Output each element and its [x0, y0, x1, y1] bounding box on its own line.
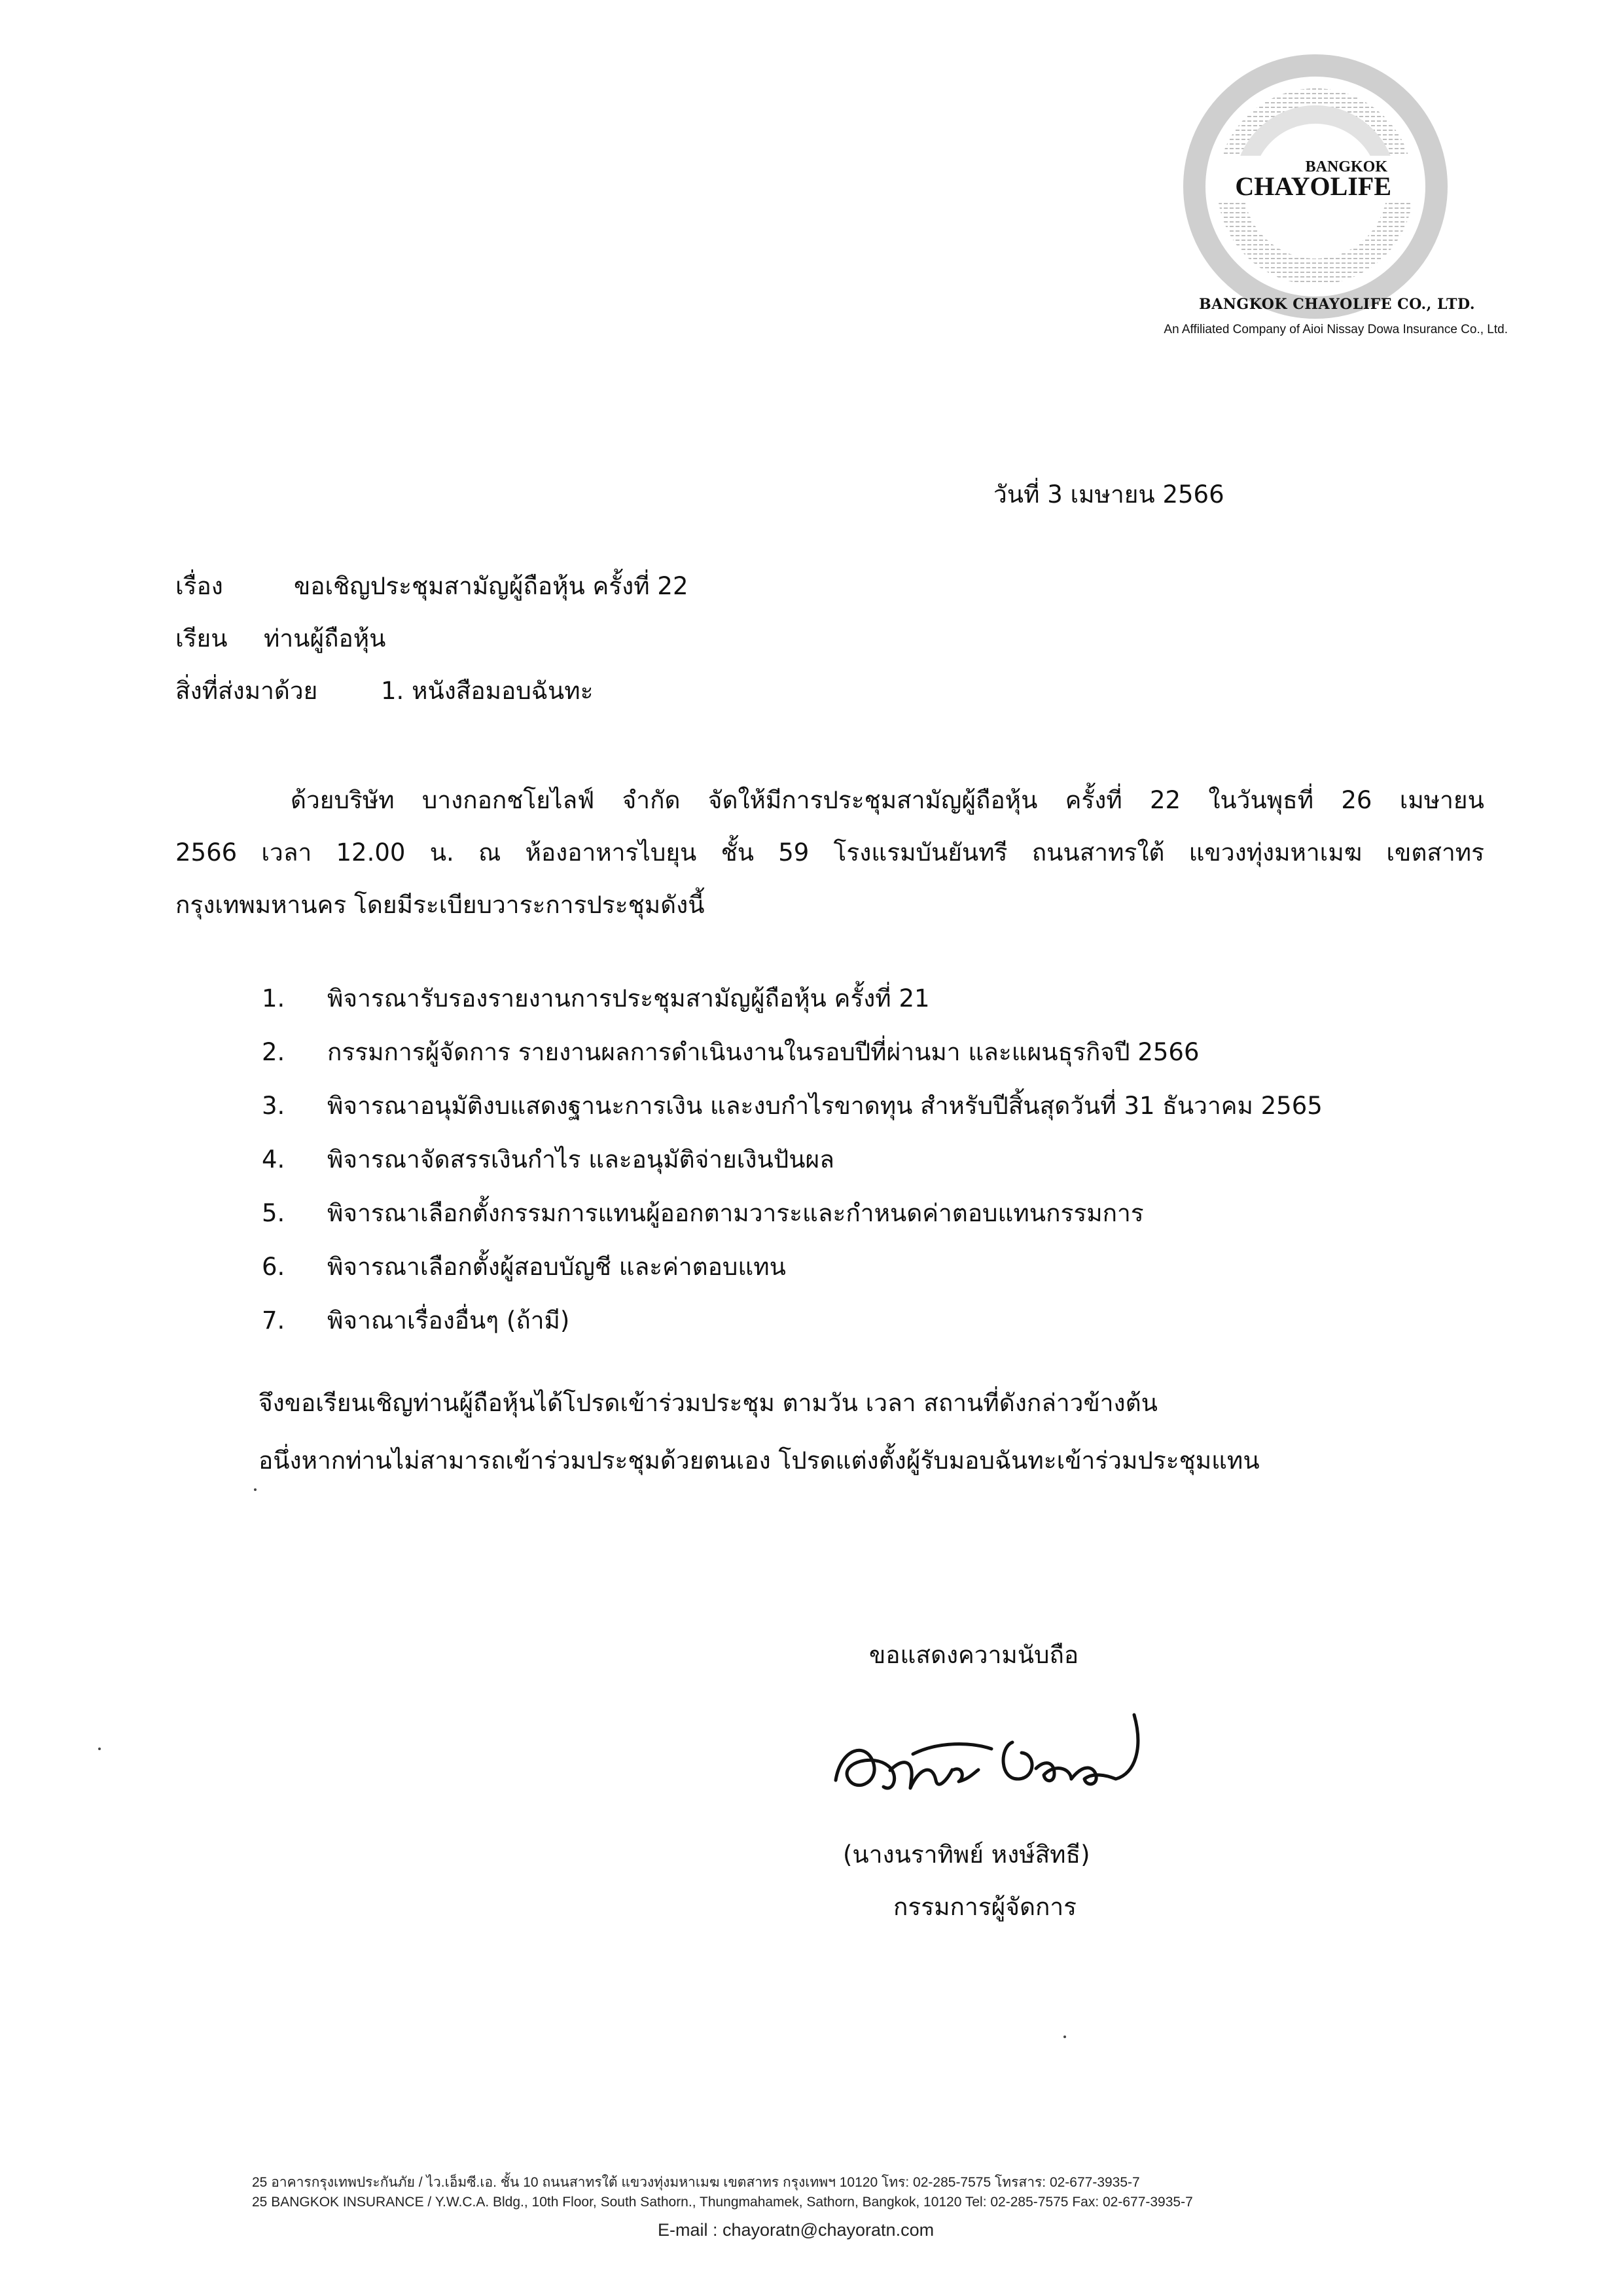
intro-word: ในวันพุธที่ — [1208, 786, 1314, 814]
intro-line-2 — [175, 827, 1484, 879]
handwritten-signature — [828, 1702, 1149, 1813]
logo-main-text: CHAYOLIFE — [1235, 171, 1391, 201]
scan-speck — [1063, 2036, 1066, 2038]
intro-word: น. — [429, 838, 454, 867]
intro-word: 2566 — [175, 838, 238, 867]
agenda-text: พิจารณาอนุมัติงบแสดงฐานะการเงิน และงบกำไรขาดทุน สำหรับปีสิ้นสุดวันที่ 31 ธันวาคม 2565 — [327, 1092, 1323, 1120]
intro-word: จำกัด — [622, 786, 681, 814]
intro-word: เขตสาทร — [1386, 838, 1484, 867]
intro-line-1 — [175, 774, 1484, 827]
agenda-item — [262, 1294, 1323, 1348]
agenda-text: พิจาณาเรื่องอื่นๆ (ถ้ามี) — [327, 1306, 570, 1335]
agenda-text: พิจารณารับรองรายงานการประชุมสามัญผู้ถือหุ้น ครั้งที่ 21 — [327, 984, 930, 1013]
agenda-text: กรรมการผู้จัดการ รายงานผลการดำเนินงานในรอบปีที่ผ่านมา และแผนธุรกิจปี 2566 — [327, 1038, 1200, 1066]
logo-top-text: BANGKOK — [1305, 158, 1387, 175]
invitation-line-2: อนึ่งหากท่านไม่สามารถเข้าร่วมประชุมด้วยตนเอง โปรดแต่งตั้งผู้รับมอบฉันทะเข้าร่วมประชุมแทน — [259, 1446, 1260, 1475]
footer-thai-address: 25 อาคารกรุงเทพประกันภัย / ไว.เอ็มซี.เอ. ชั้น 10 ถนนสาทรใต้ แขวงทุ่งมหาเมฆ เขตสาทร กรุงเทพฯ 10120 โทร: 02-285-7575 โทรสาร: 02-677-3935-7 — [252, 2175, 1140, 2190]
scan-speck — [98, 1748, 101, 1750]
agenda-item — [262, 1133, 1323, 1187]
subject-text: ขอเชิญประชุมสามัญผู้ถือหุ้น ครั้งที่ 22 — [294, 572, 688, 600]
agenda-number: 7. — [262, 1306, 285, 1335]
agenda-number: 2. — [262, 1038, 285, 1066]
closing-phrase: ขอแสดงความนับถือ — [869, 1641, 1079, 1669]
agenda-item — [262, 1240, 1323, 1294]
signer-name: (นางนราทิพย์ หงษ์สิทธี) — [843, 1840, 1090, 1869]
agenda-item — [262, 1026, 1323, 1079]
agenda-item — [262, 972, 1323, 1026]
intro-word: 59 — [778, 838, 810, 867]
letter-date: วันที่ 3 เมษายน 2566 — [993, 480, 1224, 509]
recipient-text: ท่านผู้ถือหุ้น — [264, 624, 386, 653]
intro-word: บางกอกชโยไลฟ์ — [421, 786, 595, 814]
intro-word: ณ — [478, 838, 501, 867]
agenda-item — [262, 1187, 1323, 1240]
enclosure-text: 1. หนังสือมอบฉันทะ — [381, 677, 594, 705]
scan-speck — [254, 1488, 257, 1491]
agenda-number: 5. — [262, 1199, 285, 1227]
agenda-number: 6. — [262, 1253, 285, 1281]
subject-label: เรื่อง — [175, 572, 223, 600]
signer-title: กรรมการผู้จัดการ — [893, 1893, 1077, 1921]
agenda-number: 3. — [262, 1092, 285, 1120]
agenda-text: พิจารณาเลือกตั้งกรรมการแทนผู้ออกตามวาระและกำหนดค่าตอบแทนกรรมการ — [327, 1199, 1144, 1227]
agenda-number: 4. — [262, 1145, 285, 1174]
intro-word: 26 — [1341, 786, 1372, 814]
intro-paragraph — [175, 774, 1484, 931]
intro-word: ถนนสาทรใต้ — [1031, 838, 1165, 867]
intro-word: โรงแรมบันยันทรี — [833, 838, 1008, 867]
intro-word: ห้องอาหารไบยุน — [525, 838, 697, 867]
intro-word: ด้วยบริษัท — [291, 786, 395, 814]
intro-word: จัดให้มีการประชุมสามัญผู้ถือหุ้น — [707, 786, 1038, 814]
intro-word: ชั้น — [721, 838, 754, 867]
intro-word: เวลา — [261, 838, 312, 867]
footer-email: E-mail : chayoratn@chayoratn.com — [658, 2220, 935, 2240]
intro-word: แขวงทุ่งมหาเมฆ — [1188, 838, 1363, 867]
invitation-line-1: จึงขอเรียนเชิญท่านผู้ถือหุ้นได้โปรดเข้าร่วมประชุม ตามวัน เวลา สถานที่ดังกล่าวข้างต้น — [259, 1389, 1158, 1417]
agenda-number: 1. — [262, 984, 285, 1013]
footer-english-address: 25 BANGKOK INSURANCE / Y.W.C.A. Bldg., 10th Floor, South Sathorn., Thungmahamek, Sathorn, Bangkok, 10120 Tel: 02-285-7575 Fax: 02-677-3935-7 — [252, 2195, 1193, 2210]
intro-line-3: กรุงเทพมหานคร โดยมีระเบียบวาระการประชุมดังนี้ — [175, 891, 705, 919]
intro-word: เมษายน — [1399, 786, 1484, 814]
intro-word: 22 — [1149, 786, 1181, 814]
enclosure-label: สิ่งที่ส่งมาด้วย — [175, 677, 318, 705]
agenda-text: พิจารณาเลือกตั้งผู้สอบบัญชี และค่าตอบแทน — [327, 1253, 786, 1281]
intro-word: ครั้งที่ — [1065, 786, 1122, 814]
agenda-list — [262, 972, 1323, 1348]
company-name: BANGKOK CHAYOLIFE CO., LTD. — [1199, 296, 1475, 313]
intro-word: 12.00 — [336, 838, 406, 867]
agenda-text: พิจารณาจัดสรรเงินกำไร และอนุมัติจ่ายเงินปันผล — [327, 1145, 834, 1174]
invitation-paragraph — [259, 1374, 1260, 1490]
company-affiliation: An Affiliated Company of Aioi Nissay Dowa Insurance Co., Ltd. — [1164, 323, 1508, 336]
agenda-item — [262, 1079, 1323, 1133]
recipient-label: เรียน — [175, 624, 228, 653]
